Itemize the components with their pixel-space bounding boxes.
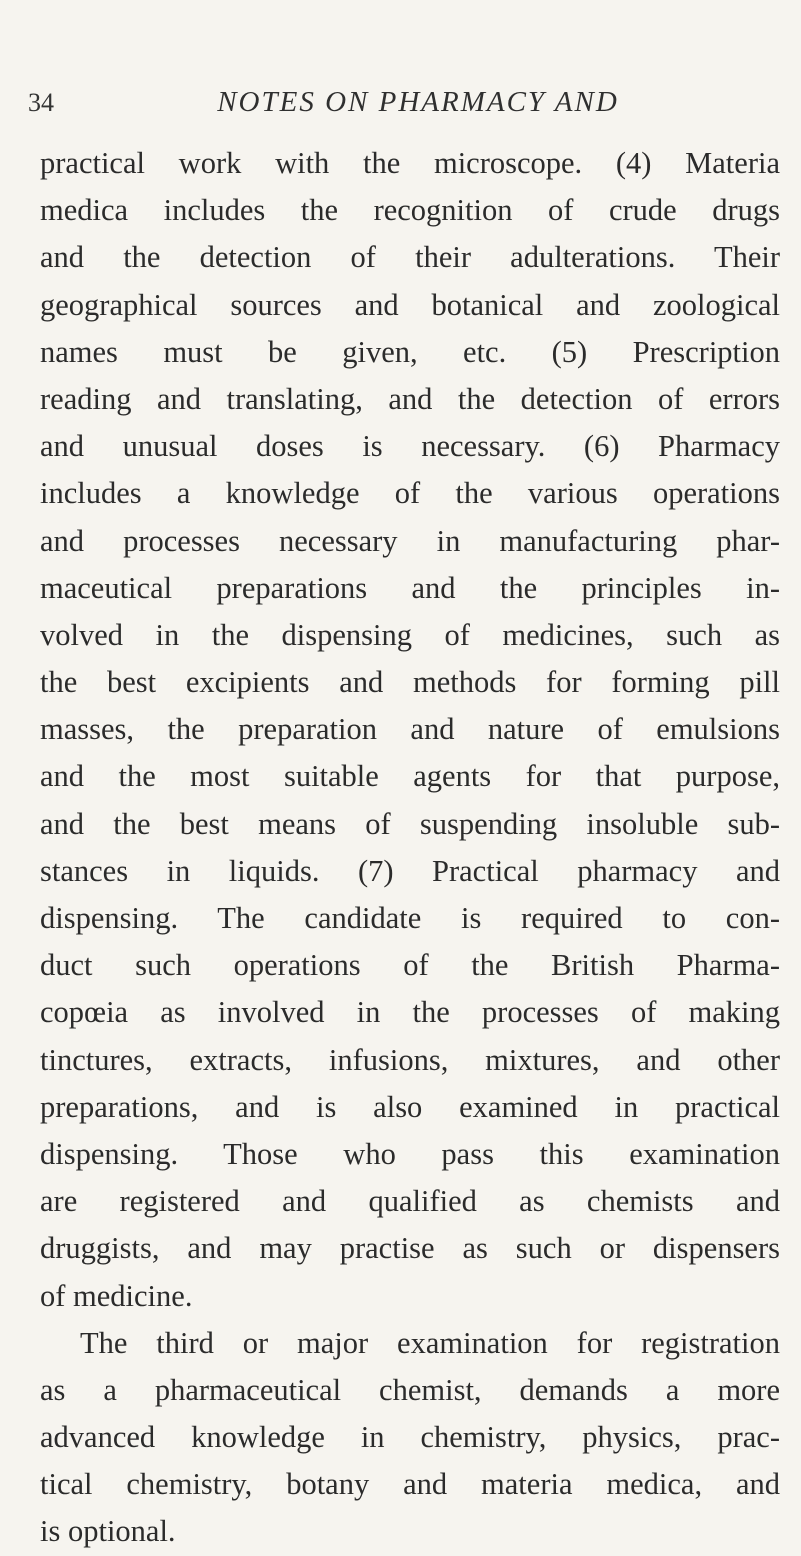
text-line: medica includes the recognition of crude drugs [40,193,780,228]
text-line: the best excipients and methods for forming pill [40,665,780,700]
text-line: volved in the dispensing of medicines, such as [40,617,780,652]
text-line: maceutical preparations and the principles in- [40,570,780,605]
text-line: includes a knowledge of the various operations [40,476,780,511]
page-header [28,86,788,130]
text-line: of medicine. [40,1278,193,1313]
text-line: and the best means of suspending insoluble sub- [40,806,780,841]
text-line: dispensing. Those who pass this examination [40,1136,780,1171]
text-line: are registered and qualified as chemists and [40,1184,780,1219]
text-line: dispensing. The candidate is required to con- [40,901,780,935]
text-line: as a pharmaceutical chemist, demands a more [40,1372,780,1407]
text-line: advanced knowledge in chemistry, physics, prac- [40,1420,780,1455]
text-line: tinctures, extracts, infusions, mixtures, and other [40,1042,780,1077]
text-line: druggists, and may practise as such or dispensers [40,1231,780,1266]
text-line: masses, the preparation and nature of emulsions [40,712,780,747]
page-number: 34 [28,88,54,117]
text-line: preparations, and is also examined in practical [40,1089,780,1124]
text-line: reading and translating, and the detection of errors [40,381,780,416]
running-head: NOTES ON PHARMACY AND [217,86,619,118]
text-line: copœia as involved in the processes of making [40,995,780,1030]
text-line: is optional. [40,1514,176,1549]
text-line: and the most suitable agents for that purpose, [40,759,780,794]
text-line: names must be given, etc. (5) Prescription [40,334,780,369]
text-line: practical work with the microscope. (4) Materia [40,146,780,180]
text-line: stances in liquids. (7) Practical pharmacy and [40,853,780,888]
text-line: duct such operations of the British Pharma- [40,948,780,983]
text-line: and the detection of their adulterations. Their [40,240,780,275]
text-line: tical chemistry, botany and materia medica, and [40,1467,780,1502]
text-line: geographical sources and botanical and zoological [40,287,780,322]
text-line: The third or major examination for registration [80,1325,780,1360]
body-text [40,140,780,1556]
text-line: and processes necessary in manufacturing phar- [40,523,780,558]
text-line: and unusual doses is necessary. (6) Pharmacy [40,429,780,464]
